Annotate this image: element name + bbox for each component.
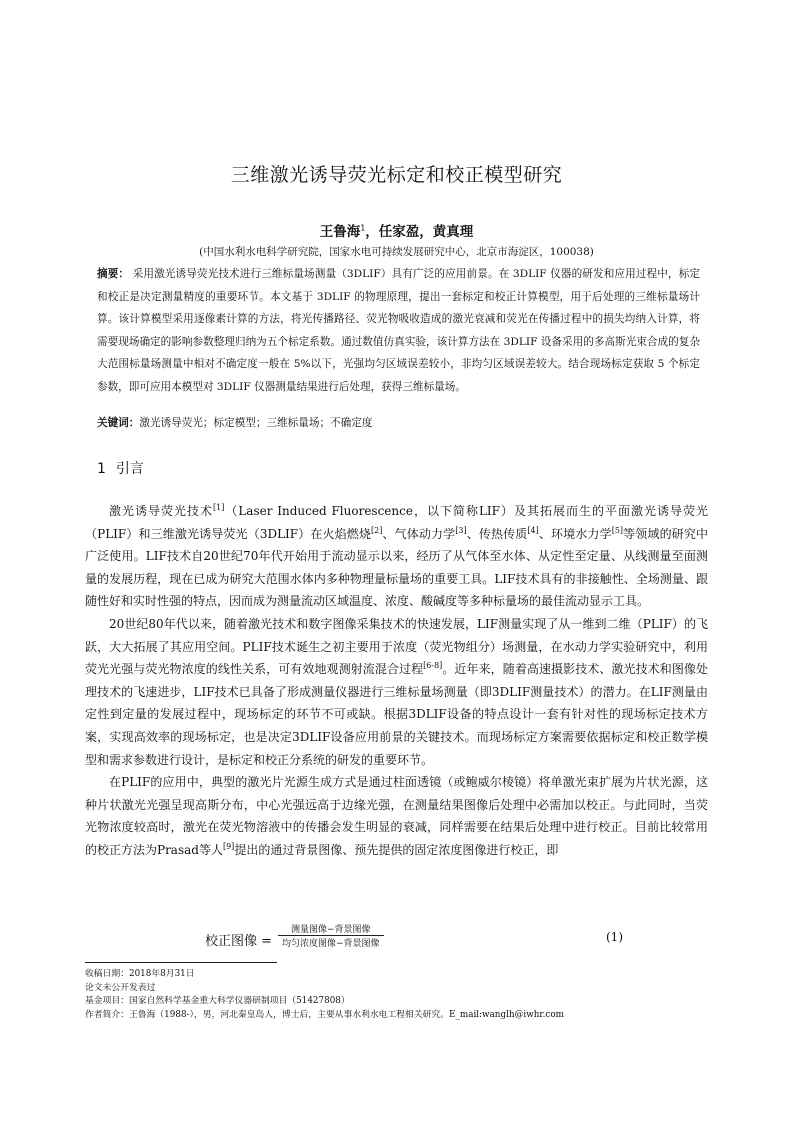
section-heading xyxy=(97,458,154,478)
equation-numerator: 测量图像−背景图像 xyxy=(278,922,384,936)
equation-number: (1) xyxy=(606,930,623,944)
equation-fraction xyxy=(278,922,384,949)
keywords xyxy=(97,415,700,430)
footnote-received: 收稿日期：2018年8月31日 xyxy=(85,969,195,979)
footnote-publication: 论文未公开发表过 xyxy=(85,982,156,993)
text-run: 激光诱导荧光技术 xyxy=(109,504,213,518)
citation: [1] xyxy=(213,503,225,512)
citation: [9] xyxy=(222,841,235,851)
author-list xyxy=(0,220,793,240)
text-run: 、环境水力学 xyxy=(538,526,612,541)
text-run: 20世纪80年代以来，随着激光技术和数字图像采集技术的快速发展，LIF测量实现了从一维到二维（PLIF）的飞跃，大大拓展了其应用空间。PLIF技术诞生之初主要用于浓度（荧光物组分）场测量，在水动力学实验研究中，利用荧光光强与荧光物浓度的线性关系，可有效地观测射流混合过程 xyxy=(85,616,708,677)
citation: [5] xyxy=(611,525,624,535)
body-text xyxy=(85,500,708,862)
paper-title: 三维激光诱导荧光标定和校正模型研究 xyxy=(230,164,563,186)
abstract xyxy=(97,263,700,398)
equation-denominator: 均匀浓度图像−背景图像 xyxy=(282,939,380,949)
keywords-label: 关键词： xyxy=(97,417,140,429)
text-run: 、气体动力学 xyxy=(382,526,456,541)
section-number: 1 xyxy=(97,461,106,477)
affiliation: (中国水利水电科学研究院，国家水电可持续发展研究中心，北京市海淀区，100038) xyxy=(199,246,594,258)
footnotes xyxy=(85,968,725,1022)
author-affiliation-mark: 1 xyxy=(360,223,366,233)
text-run: （Laser Induced Fluorescence，以下简称LIF）及其拓展而生的平面激光诱导荧光（PLIF）和三维激光诱导荧光（3DLIF）在火焰燃烧 xyxy=(85,504,708,541)
abstract-label: 摘要： xyxy=(97,268,130,280)
footnote-funding: 基金项目：国家自然科学基金重大科学仪器研制项目（51427808） xyxy=(85,996,350,1007)
text-run: 。近年来，随着高速摄影技术、激光技术和图像处理技术的飞速进步，LIF技术已具备了形成测量仪器进行三维标量场测量（即3DLIF测量技术）的潜力。在LIF测量由定性到定量的发展过程中，现场标定的环节不可或缺。根据3DLIF设备的特点设计一套有针对性的现场标定技术方案，实现高效率的现场标定，也是决定3DLIF设备应用前景的关键技术。而现场标定方案需要依据标定和校正数学模型和需求参数进行设计，是标定和校正分系统的研发的重要环节。 xyxy=(85,662,708,767)
paragraph xyxy=(85,500,708,613)
equation-lhs: 校正图像 = xyxy=(205,934,273,949)
footnote-author-bio: 作者简介：王鲁海（1988-），男，河北秦皇岛人，博士后，主要从事水利水电工程相关研究。E_mail:wanglh@iwhr.com xyxy=(85,1009,564,1020)
footnote-divider xyxy=(85,962,277,963)
author-first: 王鲁海 xyxy=(319,224,361,240)
paragraph xyxy=(85,613,708,771)
citation: [3] xyxy=(455,525,467,535)
author-rest: ，任家盈，黄真理 xyxy=(365,224,474,240)
text-run: 、传热传质 xyxy=(466,526,528,541)
text-run: 在PLIF的应用中，典型的激光片光源生成方式是通过柱面透镜（或鲍威尔棱镜）将单激光束扩展为片状光源，这种片状激光光强呈现高斯分布，中心光强远高于边缘光强，在测量结果图像后处理中必需加以校正。与此同时，当荧光物浓度较高时，激光在荧光物溶液中的传播会发生明显的衰减，同样需要在结果后处理中进行校正。目前比较常用的校正方法为Prasad等人 xyxy=(85,775,708,857)
citation: [2] xyxy=(371,525,383,535)
citation: [6-8] xyxy=(423,661,443,671)
keywords-text: 激光诱导荧光；标定模型；三维标量场；不确定度 xyxy=(139,417,373,429)
equation xyxy=(0,926,793,956)
section-title: 引言 xyxy=(115,461,144,477)
abstract-text: 采用激光诱导荧光技术进行三维标量场测量（3DLIF）具有广泛的应用前景。在 3DLIF 仪器的研发和应用过程中，标定和校正是决定测量精度的重要环节。本文基于 3DLIF 的物理原理，提出一套标定和校正计算模型，用于后处理的三维标量场计算。该计算模型采用逐像素计算的方法，将光传播路径、荧光物吸收造成的激光衰减和荧光在传播过程中的损失均纳入计算，将需要现场确定的影响参数整理归纳为五个标定系数。通过数值仿真实验，该计算方法在 3DLIF 设备采用的多高斯光束合成的复杂大范围标量场测量中相对不确定度一般在 5%以下，光强均匀区域误差较小，非均匀区域误差较大。结合现场标定获取 5 个标定参数，即可应用本模型对 3DLIF 仪器测量结果进行后处理，获得三维标量场。 xyxy=(97,268,701,393)
text-run: 等领域的研究中广泛使用。LIF技术自20世纪70年代开始用于流动显示以来，经历了从气体至水体、从定性至定量、从线测量至面测量的发展历程，现在已成为研究大范围水体内多种物理量标量场的重要工具。LIF技术具有的非接触性、全场测量、跟随性好和实时性强的特点，因而成为测量流动区域温度、浓度、酸碱度等多种标量场的最佳流动显示工具。 xyxy=(85,526,708,609)
citation: [4] xyxy=(527,525,539,535)
paragraph xyxy=(85,771,708,861)
text-run: 提出的通过背景图像、预先提供的固定浓度图像进行校正，即 xyxy=(234,842,559,857)
